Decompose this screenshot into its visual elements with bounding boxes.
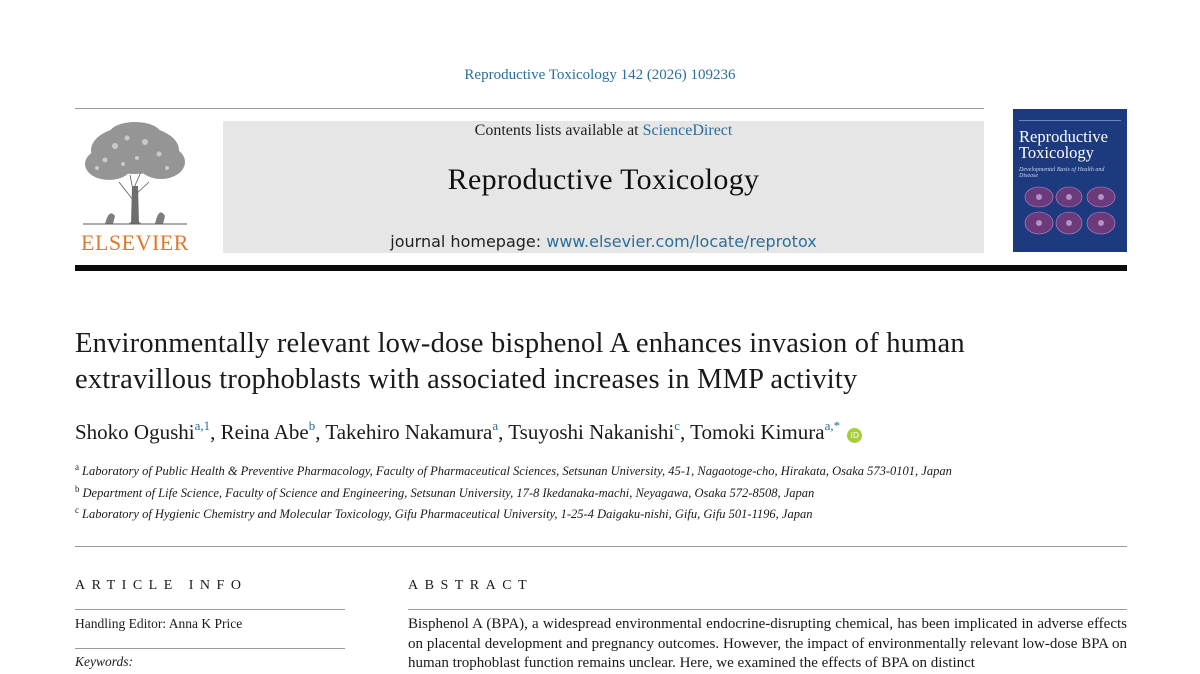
journal-cover-image[interactable]: [1013, 109, 1127, 252]
abstract-heading: ABSTRACT: [408, 578, 534, 593]
abstract-text: Bisphenol A (BPA), a widespread environmental endocrine-disrupting chemical, has been implicated in adverse effects on placental development and pregnancy outcomes. However, the impact of environmentally relevant low-dose BPA on human trophoblast function remains unclear. Here, we examined the effects of BPA on distinct: [408, 616, 1127, 671]
affiliation-text: Department of Life Science, Faculty of Science and Engineering, Setsunan University, 17-8 Ikedanaka-machi, Neyagawa, Osaka 572-8508, Japan: [82, 485, 815, 500]
cover-subtitle: Developmental Basis of Health and Disease: [1019, 167, 1105, 179]
author-affiliation-mark[interactable]: b: [308, 418, 316, 433]
affiliation-mark: a: [75, 462, 79, 472]
author-name[interactable]: Shoko Ogushi: [75, 420, 195, 444]
article-info-heading: ARTICLE INFO: [75, 578, 248, 593]
author-name[interactable]: Tomoki Kimura: [690, 420, 825, 444]
journal-homepage-link[interactable]: www.elsevier.com/locate/reprotox: [546, 232, 817, 251]
homepage-prefix: journal homepage:: [390, 232, 547, 251]
cover-title-line2: Toxicology: [1019, 143, 1094, 162]
publisher-wordmark: ELSEVIER: [81, 230, 189, 255]
affiliation-mark: b: [75, 483, 80, 494]
contents-line: [223, 122, 984, 140]
author-affiliation-mark[interactable]: c: [674, 418, 681, 433]
contents-prefix: Contents lists available at: [474, 122, 643, 139]
article-title: Environmentally relevant low-dose bisphenol A enhances invasion of human extravillous trophoblasts with associated increases in MMP activity: [75, 328, 965, 395]
tree-emblem-icon: [75, 120, 195, 228]
author-name[interactable]: Reina Abe: [220, 420, 309, 444]
header-thick-rule: [75, 265, 1127, 271]
keywords-label: Keywords:: [75, 654, 133, 669]
elsevier-logo[interactable]: [75, 120, 195, 255]
affiliation-item: [75, 481, 995, 503]
author-affiliation-mark[interactable]: a,1: [194, 418, 211, 433]
cover-micrographs-image: [1019, 183, 1123, 243]
header-rule: [75, 108, 984, 109]
journal-citation[interactable]: Reproductive Toxicology 142 (2026) 109236: [464, 67, 736, 83]
sciencedirect-link[interactable]: ScienceDirect: [642, 122, 733, 139]
author-name[interactable]: Takehiro Nakamura: [325, 420, 493, 444]
journal-title: Reproductive Toxicology: [447, 163, 760, 196]
abstract-rule: [408, 609, 1127, 610]
affiliation-text: Laboratory of Hygienic Chemistry and Molecular Toxicology, Gifu Pharmaceutical University, 1-25-4 Daigaku-nishi, Gifu, Gifu 501-1196, Japan: [82, 507, 813, 521]
handling-editor: Handling Editor: Anna K Price: [75, 616, 243, 631]
journal-homepage-line: [223, 232, 984, 251]
cover-top-strip: [1019, 114, 1121, 121]
section-divider: [75, 546, 1127, 547]
cover-title-line1: Reproductive: [1019, 127, 1108, 146]
article-info-rule: [75, 609, 345, 610]
author-affiliation-mark[interactable]: a,*: [824, 418, 841, 433]
affiliation-mark: c: [75, 505, 79, 515]
author-list: Shoko Ogushi$^{a,1}$, Reina Abe$^b$, Takehiro Nakamura$^a$, Tsuyoshi Nakanishi$^c$, Tomoki Kimura$^{a,*}$ iD: [75, 418, 1125, 445]
journal-banner: [223, 121, 984, 253]
article-info-rule: [75, 648, 345, 649]
affiliation-item: [75, 459, 995, 481]
affiliation-text: Laboratory of Public Health & Preventive Pharmacology, Faculty of Pharmaceutical Sciences, Setsunan University, 45-1, Nagaotoge-cho, Hirakata, Osaka 573-0101, Japan: [82, 464, 952, 478]
author-affiliation-mark[interactable]: a: [492, 418, 499, 433]
cover-title: [1019, 129, 1123, 161]
author-name[interactable]: Tsuyoshi Nakanishi: [508, 420, 675, 444]
affiliation-item: [75, 502, 995, 524]
affiliation-list: [75, 459, 995, 524]
orcid-icon[interactable]: iD: [847, 428, 862, 443]
